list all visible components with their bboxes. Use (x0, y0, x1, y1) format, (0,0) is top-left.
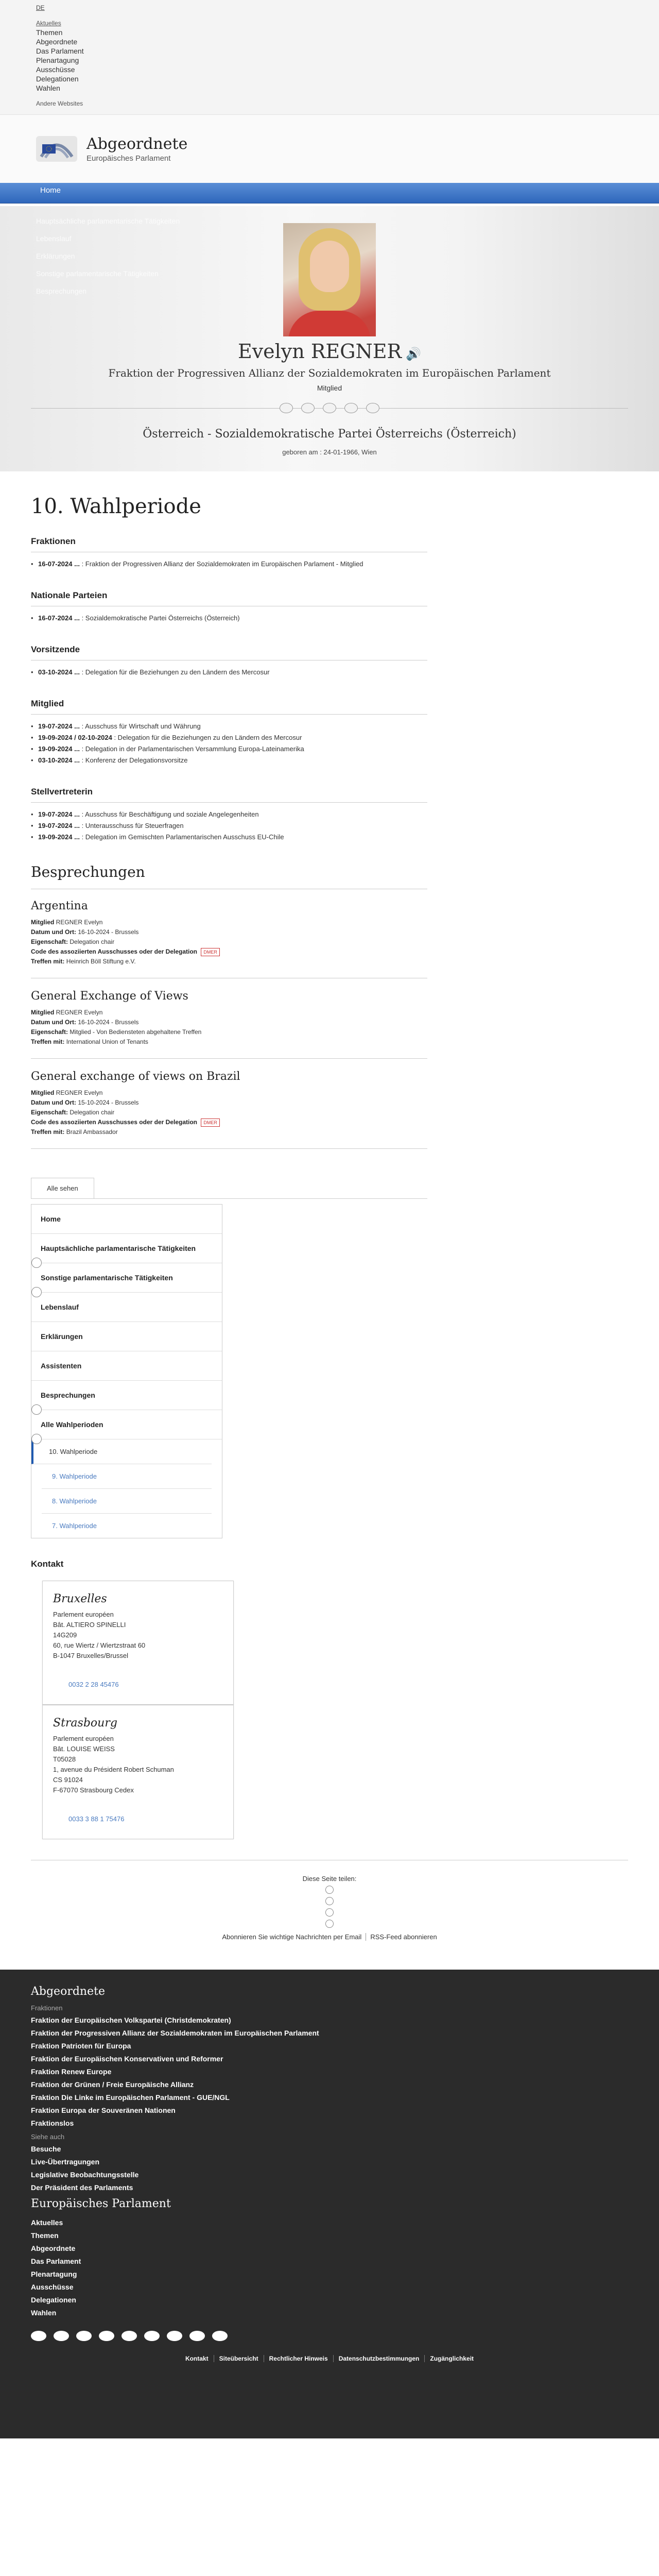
footer-social-icon[interactable] (122, 2331, 137, 2341)
menu-item-main-activities[interactable]: Hauptsächliche parlamentarische Tätigkeiten (31, 1234, 222, 1263)
footer-group-link[interactable]: Fraktionslos (31, 2119, 74, 2127)
footer-group-link[interactable]: Fraktion Europa der Souveränen Nationen (31, 2106, 176, 2114)
footer-title: Abgeordnete (31, 1985, 105, 1998)
footer-legal-link[interactable]: Siteübersicht (214, 2355, 264, 2362)
ghost-item: Erklärungen (36, 252, 75, 260)
office-address-line: Bât. ALTIERO SPINELLI (53, 1621, 126, 1629)
footer-social-icon[interactable] (212, 2331, 228, 2341)
office-address-line: 60, rue Wiertz / Wiertzstraat 60 (53, 1641, 146, 1649)
share-twitter-icon[interactable] (325, 1897, 334, 1905)
expand-icon[interactable] (31, 1434, 42, 1444)
footer-social-icon[interactable] (54, 2331, 69, 2341)
meeting-code: Code des assoziierten Ausschusses oder der Delegation DMER (31, 1117, 427, 1127)
mep-national-party: Österreich - Sozialdemokratische Partei Österreichs (Österreich) (143, 428, 516, 440)
top-nav-item-plenartagung[interactable]: Plenartagung (36, 56, 79, 64)
meeting-met: Treffen mit: Heinrich Böll Stiftung e.V. (31, 958, 136, 965)
office-address-line: Bât. LOUISE WEISS (53, 1745, 115, 1753)
meeting-code: Code des assoziierten Ausschusses oder der Delegation DMER (31, 947, 427, 957)
footer-group-link[interactable]: Fraktion Die Linke im Europäischen Parlament - GUE/NGL (31, 2093, 230, 2102)
menu-term-10[interactable]: 10. Wahlperiode (31, 1439, 212, 1464)
site-subtitle: Europäisches Parlament (86, 154, 171, 163)
delegation-badge: DMER (201, 1118, 220, 1127)
footer-legal-links (31, 2355, 628, 2362)
main-content (0, 495, 659, 1839)
office-address-line: F-67070 Strasbourg Cedex (53, 1786, 134, 1794)
office-address-line: B-1047 Bruxelles/Brussel (53, 1652, 128, 1659)
footer-group-link[interactable]: Fraktion Renew Europe (31, 2067, 112, 2076)
top-nav-item-aktuelles[interactable]: Aktuelles (36, 20, 61, 27)
footer-group-link[interactable]: Fraktion Patrioten für Europa (31, 2042, 131, 2050)
meeting-card (31, 1070, 427, 1149)
meeting-capacity: Eigenschaft: Delegation chair (31, 1109, 115, 1116)
website-icon[interactable] (301, 403, 315, 413)
top-nav-item-ausschuesse[interactable]: Ausschüsse (36, 65, 75, 74)
footer-social-icon[interactable] (144, 2331, 160, 2341)
menu-term-9[interactable]: 9. Wahlperiode (42, 1464, 212, 1489)
footer-ep-link[interactable]: Das Parlament (31, 2257, 81, 2265)
office-address-line: Parlement européen (53, 1735, 114, 1742)
office-strasbourg (42, 1705, 234, 1839)
footer-legal-link[interactable]: Zugänglichkeit (424, 2355, 479, 2362)
top-nav-item-abgeordnete[interactable]: Abgeordnete (36, 38, 78, 46)
side-menu (31, 1204, 222, 1538)
mep-profile-hero (0, 204, 659, 471)
footer-ep-link[interactable]: Ausschüsse (31, 2283, 74, 2291)
meeting-datetime: Datum und Ort: 16-10-2024 - Brussels (31, 1019, 139, 1026)
memberships (31, 536, 427, 843)
section-title: Vorsitzende (31, 645, 427, 660)
top-nav-item-delegationen[interactable]: Delegationen (36, 75, 79, 83)
menu-item-declarations[interactable]: Erklärungen (31, 1322, 222, 1351)
meeting-card (31, 900, 427, 978)
menu-item-other-activities[interactable]: Sonstige parlamentarische Tätigkeiten (31, 1263, 222, 1293)
office-address-line: Parlement européen (53, 1611, 114, 1618)
membership-item: • 19-07-2024 ... : Ausschuss für Wirtschaft und Währung (31, 721, 427, 732)
footer-ep-link[interactable]: Abgeordnete (31, 2244, 76, 2252)
meeting-capacity: Eigenschaft: Delegation chair (31, 938, 115, 945)
footer-social-icons (31, 2331, 628, 2343)
meeting-met: Treffen mit: Brazil Ambassador (31, 1128, 118, 1136)
menu-item-all-terms[interactable]: Alle Wahlperioden (31, 1410, 222, 1439)
footer-see-label: Siehe auch (31, 2133, 65, 2141)
membership-item: • 16-07-2024 ... : Fraktion der Progressiven Allianz der Sozialdemokraten im Europäischen Parlament - Mitglied (31, 558, 427, 570)
top-nav-item-parlament[interactable]: Das Parlament (36, 47, 84, 55)
mep-role: Mitglied (317, 384, 342, 392)
term-title: 10. Wahlperiode (31, 495, 201, 518)
footer-ep-title: Europäisches Parlament (31, 2197, 171, 2210)
footer-social-icon[interactable] (76, 2331, 92, 2341)
section-title: Fraktionen (31, 536, 427, 552)
footer-group-link[interactable]: Fraktion der Grünen / Freie Europäische Allianz (31, 2080, 194, 2089)
menu-item-cv[interactable]: Lebenslauf (31, 1293, 222, 1322)
meeting-title: General Exchange of Views (31, 990, 188, 1003)
home-link[interactable]: Home (40, 186, 61, 195)
share-facebook-icon[interactable] (325, 1886, 334, 1894)
site-title[interactable]: Abgeordnete (86, 135, 188, 153)
mep-name: Evelyn REGNER 🔊 (237, 340, 422, 363)
footer-ep-link[interactable]: Plenartagung (31, 2270, 77, 2278)
menu-term-8[interactable]: 8. Wahlperiode (42, 1489, 212, 1514)
ghost-item: Lebenslauf (36, 234, 72, 243)
rss-link[interactable]: RSS-Feed abonnieren (366, 1933, 441, 1941)
membership-item: • 03-10-2024 ... : Konferenz der Delegationsvorsitze (31, 755, 427, 766)
section-title: Nationale Parteien (31, 590, 427, 606)
share-section (0, 1860, 659, 1941)
footer-social-icon[interactable] (189, 2331, 205, 2341)
membership-section (31, 787, 427, 843)
meeting-datetime: Datum und Ort: 16-10-2024 - Brussels (31, 928, 139, 936)
footer-groups-label: Fraktionen (31, 2004, 63, 2012)
site-footer (0, 1970, 659, 2438)
main-nav-bar (0, 183, 659, 204)
footer-ep-link[interactable]: Delegationen (31, 2296, 76, 2304)
membership-section (31, 699, 427, 766)
mep-portrait (283, 223, 376, 336)
footer-legal-link[interactable]: Rechtlicher Hinweis (264, 2355, 333, 2362)
see-all-button[interactable]: Alle sehen (31, 1178, 94, 1198)
share-label: Diese Seite teilen: (302, 1875, 357, 1883)
ghost-item: Hauptsächliche parlamentarische Tätigkeiten (36, 217, 180, 225)
menu-item-assistants[interactable]: Assistenten (31, 1351, 222, 1381)
footer-legal-link[interactable]: Kontakt (185, 2355, 209, 2362)
share-email-icon[interactable] (325, 1920, 334, 1928)
top-nav-item-wahlen[interactable]: Wahlen (36, 84, 60, 92)
footer-group-link[interactable]: Fraktion der Europäischen Volkspartei (Christdemokraten) (31, 2016, 231, 2024)
membership-item: • 19-09-2024 ... : Delegation in der Parlamentarischen Versammlung Europa-Lateinamerika (31, 743, 427, 755)
membership-section (31, 590, 427, 624)
footer-social-icon[interactable] (167, 2331, 182, 2341)
site-header (0, 114, 659, 183)
contact-title: Kontakt (31, 1559, 64, 1569)
membership-item: • 03-10-2024 ... : Delegation für die Beziehungen zu den Ländern des Mercosur (31, 667, 427, 678)
meeting-title: Argentina (31, 900, 88, 912)
membership-item: • 16-07-2024 ... : Sozialdemokratische Partei Österreichs (Österreich) (31, 613, 427, 624)
menu-item-home[interactable]: Home (31, 1205, 222, 1234)
top-navigation (0, 0, 659, 114)
footer-ep-link[interactable]: Aktuelles (31, 2218, 63, 2227)
mep-birth-info: geboren am : 24-01-1966, Wien (282, 448, 377, 456)
office-address-line: 1, avenue du Président Robert Schuman (53, 1766, 174, 1773)
speaker-icon[interactable]: 🔊 (406, 347, 422, 361)
meetings-list (31, 900, 427, 1149)
membership-item: • 19-07-2024 ... : Unterausschuss für Steuerfragen (31, 820, 427, 832)
meetings-title: Besprechungen (31, 863, 427, 889)
footer-ep-link[interactable]: Wahlen (31, 2309, 57, 2317)
footer-see-link[interactable]: Der Präsident des Parlaments (31, 2183, 133, 2192)
membership-item: • 19-07-2024 ... : Ausschuss für Beschäftigung und soziale Angelegenheiten (31, 809, 427, 820)
office-city: Strasbourg (53, 1717, 117, 1730)
facebook-icon[interactable] (323, 403, 336, 413)
section-title: Mitglied (31, 699, 427, 715)
office-address-line: 14G209 (53, 1631, 77, 1639)
delegation-badge: DMER (201, 948, 220, 956)
footer-group-link[interactable]: Fraktion der Progressiven Allianz der Sozialdemokraten im Europäischen Parlament (31, 2029, 319, 2037)
office-address-line: T05028 (53, 1755, 76, 1763)
membership-section (31, 645, 427, 678)
footer-social-icon[interactable] (31, 2331, 46, 2341)
office-brussels (42, 1581, 234, 1705)
office-phone-link[interactable]: 0033 3 88 1 75476 (68, 1815, 125, 1823)
twitter-icon[interactable] (344, 403, 358, 413)
share-linkedin-icon[interactable] (325, 1908, 334, 1917)
meeting-member: Mitglied REGNER Evelyn (31, 1089, 103, 1096)
meeting-member: Mitglied REGNER Evelyn (31, 1009, 103, 1016)
office-address-line: CS 91024 (53, 1776, 83, 1784)
meeting-capacity: Eigenschaft: Mitglied - Von Bediensteten abgehaltene Treffen (31, 1028, 202, 1036)
meeting-title: General exchange of views on Brazil (31, 1070, 240, 1083)
meeting-member: Mitglied REGNER Evelyn (31, 919, 103, 926)
instagram-icon[interactable] (366, 403, 379, 413)
other-websites-link[interactable]: Andere Websites (36, 100, 83, 107)
footer-social-icon[interactable] (99, 2331, 114, 2341)
meeting-met: Treffen mit: International Union of Tenants (31, 1038, 148, 1045)
ghost-item: Sonstige parlamentarische Tätigkeiten (36, 269, 159, 278)
membership-section (31, 536, 427, 570)
hero-ghost-menu (36, 212, 180, 300)
email-icon[interactable] (280, 403, 293, 413)
ghost-item: Besprechungen (36, 287, 87, 295)
section-title: Stellvertreterin (31, 787, 427, 803)
footer-see-link[interactable]: Besuche (31, 2145, 61, 2153)
footer-see-link[interactable]: Legislative Beobachtungsstelle (31, 2171, 139, 2179)
language-selector[interactable]: DE (36, 4, 45, 11)
footer-group-link[interactable]: Fraktion der Europäischen Konservativen und Reformer (31, 2055, 223, 2063)
mep-political-group: Fraktion der Progressiven Allianz der Sozialdemokraten im Europäischen Parlament (108, 367, 551, 379)
office-city: Bruxelles (53, 1592, 107, 1605)
subscribe-email-link[interactable]: Abonnieren Sie wichtige Nachrichten per Email (222, 1933, 362, 1941)
meeting-datetime: Datum und Ort: 15-10-2024 - Brussels (31, 1099, 139, 1106)
meeting-card (31, 990, 427, 1059)
top-nav-list (36, 19, 623, 93)
menu-term-7[interactable]: 7. Wahlperiode (52, 1522, 97, 1530)
top-nav-item-themen[interactable]: Themen (36, 28, 63, 37)
social-links (0, 403, 659, 415)
membership-item: • 19-09-2024 ... : Delegation im Gemischten Parlamentarischen Ausschuss EU-Chile (31, 832, 427, 843)
footer-legal-link[interactable]: Datenschutzbestimmungen (333, 2355, 425, 2362)
menu-item-meetings[interactable]: Besprechungen (31, 1381, 222, 1410)
office-phone-link[interactable]: 0032 2 28 45476 (68, 1681, 119, 1688)
footer-ep-link[interactable]: Themen (31, 2231, 59, 2240)
ep-logo-icon[interactable] (36, 136, 77, 162)
membership-item: • 19-09-2024 / 02-10-2024 : Delegation für die Beziehungen zu den Ländern des Mercosur (31, 732, 427, 743)
footer-see-link[interactable]: Live-Übertragungen (31, 2158, 100, 2166)
